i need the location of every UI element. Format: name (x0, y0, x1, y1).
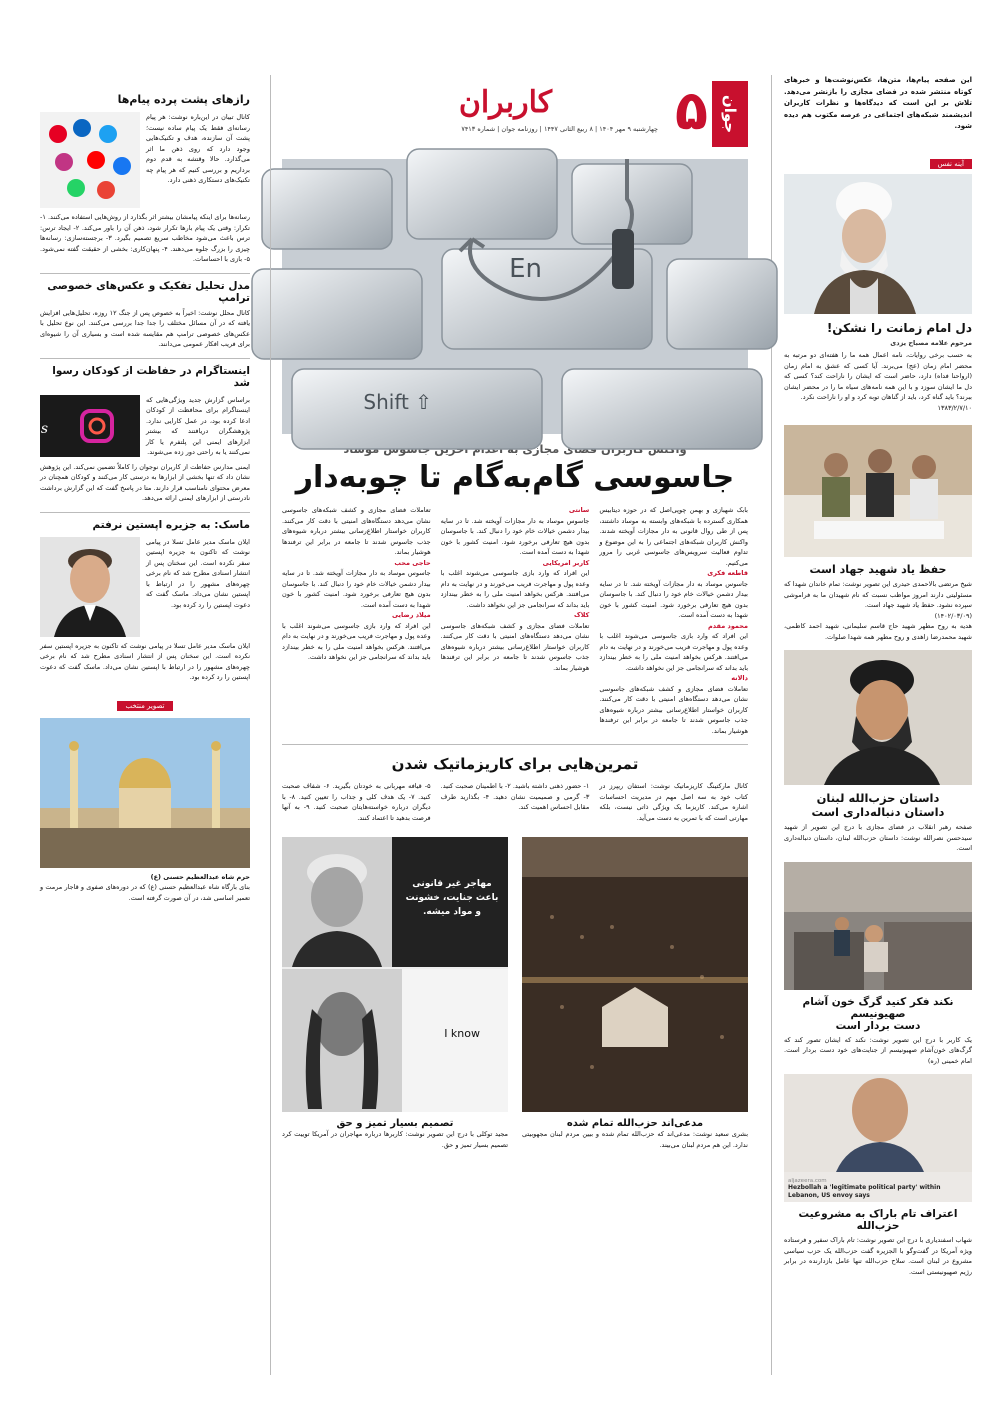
gaza-photo (784, 862, 972, 990)
right-column (784, 75, 972, 1277)
left-body-4: ایلان ماسک مدیر عامل تسلا در پیامی نوشت که تاکنون به جزیره اپستین سفر نکرده است. این سخنان پس از انتشار اسنادی مطرح شد که نام برخی چهره‌های مشهور را در ارتباط با اپستین نشان می‌داد. ماسک گفت که دعوت اپستین را رد کرده بود. (146, 537, 250, 609)
meme-iknow: I know (444, 1027, 480, 1040)
musk-photo (40, 537, 140, 637)
native-chief-portrait-icon (282, 969, 402, 1112)
body-a-2: جاسوس موساد به دار مجازات آویخته شد. تا در سایه بیدار دشمن خیالات خام خود را دنبال کند. با جاسوسان بدون هیچ تعارفی برخورد شود. امنیت کشور با خون شهدا به دست آمده است. (440, 516, 590, 556)
body-a-3: جاسوس موساد به دار مجازات آویخته شد. تا در سایه بیدار دشمن خیالات خام خود را دنبال کند. با جاسوسان بدون هیچ تعارفی برخورد شود. امنیت کشور با خون شهدا به دست آمده است. (281, 569, 431, 609)
shrine-caption-title: حرم شاه عبدالعظیم حسنی (ع) (150, 872, 250, 881)
center-column (282, 75, 748, 1150)
main-article (282, 505, 748, 736)
intro-text: این صفحه پیام‌ها، متن‌ها، عکس‌نوشت‌ها و خبرهای کوتاه منتشر شده در فضای مجازی را بازنشر می‌دهد. تلاش بر این است که دیدگاه‌ها و نظرات کاربران اندیشمند شبکه‌های اجتماعی در عرصه مکتوب هم دیده شود. (784, 76, 972, 130)
gaza-rubble-icon (784, 862, 972, 990)
martyrs-group-icon (784, 425, 972, 557)
quote-title: دل امام زمانت را نشکن! (826, 320, 972, 335)
sub-1: قاطعه فکری (707, 569, 748, 577)
crowd-photo (522, 837, 748, 1112)
trump-portrait-icon (282, 837, 392, 967)
sub-3: محمود مقدم (708, 621, 748, 630)
left-column (26, 75, 251, 903)
main-text: بابک شهبازی و بهمن چوپی‌اصل که در حوزه دیتابیس همکاری گسترده با شبکه‌های وابسته به موساد داشتند، پس از طی روال قانونی به دار مجازات آویخته شدند. واکنش کاربران شبکه‌های اجتماعی را به این موضوع و تداوم فعالیت سرویس‌های جاسوسی غربی را مرور می‌کنیم. (599, 506, 748, 567)
quote-body: به حسب برخی روایات، نامه اعمال همه ما را هفته‌ای دو مرتبه به محضر امام زمان (عج) می‌برند. آیا کسی که عشق به امام زمان (ارواحنا فداه) دارد، حاضر است که ایشان را ناراحت کند؟ کسی که دل ما ایشان سوزد و با این همه نامه‌های سیاه ما را در محضر ایشان ببرند؟ باید گناه کرد، باید از گناهان توبه کرد و او را ناراحت نکرد. (784, 351, 972, 401)
left-title-2: مدل تحلیل تفکیک و عکس‌های خصوصی ترامپ (47, 279, 250, 304)
nasrallah-title-1: داستان حزب‌الله لبنان (816, 791, 940, 805)
hero-image (282, 159, 748, 434)
mesbah-photo (784, 174, 972, 314)
quote-author: مرحوم علامه مصباح یزدی (890, 338, 972, 347)
musk-portrait-icon (40, 537, 140, 637)
body-c-2: تعاملات فضای مجازی و کشف شبکه‌های جاسوسی نشان می‌دهد دستگاه‌های امنیتی با دقت کار می‌کنند. کاربران خواستار اطلاع‌رسانی بیشتر درباره شیوه‌های جذب جاسوس شدند تا جامعه در برابر این ترفندها هوشیار بماند. (440, 621, 590, 672)
gaza-title-1: نکند فکر کنید گرگ خون آشام صهیونیسم (802, 995, 954, 1020)
cleric-portrait-icon (784, 174, 972, 314)
left-body-3: براساس گزارش جدید ویژگی‌هایی که اینستاگرام برای محافظت از کودکان ادعا کرده بود، در عمل کارایی ندارد. پژوهشگران دریافتند که بیشتر ابزارهای ایمنی این پلتفرم یا کار نمی‌کنند یا به راحتی دور زده می‌شوند. (146, 395, 250, 456)
phishing-hook-icon (282, 159, 748, 434)
kicker: مجازی (522, 442, 560, 456)
divider-left (270, 75, 271, 1375)
nasrallah-portrait-icon (784, 650, 972, 785)
barrack-portrait-icon (784, 1074, 972, 1172)
sub-7: کلاک (573, 611, 590, 619)
martyr-title: حفظ یاد شهید جهاد است (809, 563, 947, 576)
gaza-body: یک کاربر با درج این تصویر نوشت: نکند که ایشان تصور کند که گرگ‌های خون‌آشام صهیونیسم از جنایت‌های خود دست بردار است. امام خمینی (ره) (784, 1035, 972, 1065)
tips-a: کانال مارکتینگ کاریزماتیک نوشت: استفان ریپرز در کتاب خود به سه اصل مهم در مدیریت احساسات اشاره می‌کند. کاریزما یک ویژگی ذاتی نیست، بلکه مهارتی است که با تمرین به دست می‌آید. (599, 782, 748, 822)
barrack-source: aljazeera.com (788, 1178, 827, 1184)
left-title-1: رازهای پشت پرده پیام‌ها (117, 93, 250, 106)
body-b-3: این افراد که وارد بازی جاسوسی می‌شوند اغلب با وعده پول و مهاجرت فریب می‌خورند و در نهایت به دام می‌افتند. هرکس بخواهد امنیت ملی را به خطر بیندازد باید بداند که سرانجامی جز این نخواهد داشت. (281, 621, 431, 661)
social-icons-image (40, 112, 140, 208)
barrack-headline-en: Hezbollah a 'legitimate political party' within Lebanon, US envoy says (788, 1184, 941, 1199)
barrack-body: شهاب اسفندیاری با درج این تصویر نوشت: تام باراک سفیر و فرستاده ویژه آمریکا در گفت‌وگو با الجزیره گفت حزب‌الله یک حزب سیاسی مشروع در لبنان است. سلاح حزب‌الله تنها عامل بازدارنده در برابر رژیم صهیونیستی است. (784, 1236, 972, 1276)
left-title-3: اینستاگرام در حفاظت از کودکان رسوا شد (52, 364, 250, 389)
svg-text:⇧ Shift: ⇧ Shift (363, 390, 432, 414)
quote-date: ۱۳۸۳/۲/۷/۱۰ (937, 403, 972, 412)
divider-center (282, 744, 748, 745)
martyr-date: (۱۴۰۲/۰۳/۰۹) (934, 611, 972, 620)
page-number: ۵ (675, 79, 708, 142)
barrack-photo (784, 1074, 972, 1202)
martyr-caption: هدیه به روح مطهر شهید حاج قاسم سلیمانی، شهید احمد کاظمی، شهید محمدرضا زاهدی و روح مطهر همه شهدا صلوات. (784, 622, 972, 641)
left-title-4: ماسک: به جزیره اپستین نرفتم (92, 518, 250, 531)
img1-body: بشری سعید نوشت: مدعی‌اند که حزب‌الله تمام شده و بیین مردم لبنان مجهوبیتی ندارد. این هم مردم لبنان می‌بیند. (522, 1130, 748, 1149)
crowd-aerial-icon (522, 837, 748, 1112)
body-c-3: تعاملات فضای مجازی و کشف شبکه‌های جاسوسی نشان می‌دهد دستگاه‌های امنیتی با دقت کار می‌کنند. کاربران خواستار اطلاع‌رسانی بیشتر درباره شیوه‌های جذب جاسوس شدند تا جامعه در برابر این ترفندها هوشیار بماند. (281, 506, 431, 556)
martyrs-photo (784, 425, 972, 557)
gaza-title-2: دست بردار است (835, 1019, 921, 1032)
body-a: جاسوس موساد به دار مجازات آویخته شد. تا در سایه بیدار دشمن خیالات خام خود را دنبال کند. با جاسوسان بدون هیچ تعارفی برخورد شود. امنیت کشور با خون شهدا به دست آمده است. (599, 579, 748, 619)
svg-text:Ins: Ins (26, 420, 48, 437)
tips-b: ۱- حضور ذهنی داشته باشید. ۲- با اطمینان صحبت کنید. ۳- گرمی و صمیمیت نشان دهید. ۴- بگذارید طرف مقابل احساس اهمیت کند. (440, 782, 590, 811)
sub-4: سانتی (568, 506, 590, 514)
img2-title: تصمیم بسیار تمیز و حق (336, 1118, 454, 1129)
body-c-1: تعاملات فضای مجازی و کشف شبکه‌های جاسوسی نشان می‌دهد دستگاه‌های امنیتی با دقت کار می‌کنند. کاربران خواستار اطلاع‌رسانی بیشتر درباره شیوه‌های جذب جاسوس شدند تا جامعه در برابر این ترفندها هوشیار بماند. (599, 684, 748, 735)
logo: جوان (712, 81, 748, 147)
shrine-photo (40, 718, 250, 868)
left-body-1: کانال تبیان در این‌باره نوشت: هر پیام رسانه‌ای فقط یک پیام ساده نیست؛ پشت آن سازنده، هدف و تکنیک‌هایی وجود دارد که روی ذهن ما اثر می‌گذارد. حالا وقتشه به قدم دوم برداریم و بررسی کنیم که هر پیام چه تکنیک‌های دستکاری ذهنی دارد. (146, 113, 250, 184)
barrack-title: اعتراف تام باراک به مشروعیت حزب‌الله (798, 1208, 958, 1232)
sub-5: حاجی محب (394, 558, 431, 567)
meme-image (282, 837, 508, 1112)
nasrallah-photo (784, 650, 972, 785)
svg-text:En: En (509, 254, 542, 284)
headline: جاسوسی گام‌به‌گام تا چوبه‌دار (295, 460, 735, 495)
masthead (282, 75, 748, 153)
left-body-2: کانال محلل نوشت: اخیراً به خصوص پس از جنگ ۱۲ روزه، تحلیل‌هایی افزایش یافته که در آن مسائل مختلف را جدا جدا بررسی می‌کنند. این نوع تحلیل با عکس‌های خصوصی ترامپ هم مقایسه شده است و بسیاری آن را شیوه‌ای برای فریب افکار عمومی می‌دانند. (40, 308, 250, 348)
left-body-3b: ایمنی مدارس حفاظت از کاربران نوجوان را کاملاً تضمین نمی‌کند. این پژوهش نشان داد که تنها بخشی از ابزارها به درستی کار می‌کنند و کودکان همچنان در معرض محتوای نامناسب قرار دارند. متا در پاسخ گفت که این گزارش برداشت نادرستی از ابزارهای ایمنی ارائه می‌دهد. (40, 462, 250, 502)
dateline: چهارشنبه ۹ مهر ۱۴۰۴ | ۸ ربیع الثانی ۱۴۴۷ | روزنامه جوان | شماره ۷۴۱۳ (461, 125, 658, 133)
bottom-images (282, 837, 748, 1150)
body-b-1: این افراد که وارد بازی جاسوسی می‌شوند اغلب با وعده پول و مهاجرت فریب می‌خورند و در نهایت به دام می‌افتند. هرکس بخواهد امنیت ملی را به خطر بیندازد باید بداند که سرانجامی جز این نخواهد داشت. (599, 632, 748, 672)
section-title: کاربران (458, 85, 552, 120)
social-media-icons-icon (40, 112, 140, 208)
instagram-logo-icon (26, 395, 140, 457)
shrine-dome-icon (40, 718, 250, 868)
tips-article (282, 781, 748, 823)
instagram-image (26, 395, 140, 457)
img1-title: مدعی‌اند حزب‌الله تمام شده (566, 1118, 704, 1129)
sub-8: کاربر امریکایی (542, 558, 590, 567)
martyr-body: شیخ مرتضی بالاحمدی حیدری این تصویر نوشت: تمام خاندان شهدا که مسئولیتی دارند امروز مواظب نسبت که نام شهیدان ما به فراموشی سپرده نشود. حفظ یاد شهید جهاد است. (784, 580, 972, 609)
shrine-caption: بنای بارگاه شاه عبدالعظیم حسنی (ع) که در دوره‌های صفوی و قاجار مرمت و تعمیر اساسی شد، در آن صورت گرفته است. (40, 883, 250, 902)
img2-body: مجید توکلی با درج این تصویر نوشت: کاربرها درباره مهاجران در آمریکا توییت کرد تصمیم بسیار تمیز و حق. (282, 1130, 508, 1149)
left-body-1b: رسانه‌ها برای اینکه پیامشان بیشتر اثر بگذارد از روش‌هایی استفاده می‌کنند. ۱- تکرار: وقتی یک پیام بارها تکرار شود، ذهن آن را باور می‌کند. ۲- ایجاد ترس: ترس باعث می‌شود مخاطب سریع تصمیم بگیرد. ۳- برجسته‌سازی: رسانه‌ها چیزی را بزرگ جلوه می‌دهند. ۴- پنهان‌کاری: بخشی از حقیقت گفته نمی‌شود. ۵- بازی با احساسات. (40, 213, 251, 263)
nasrallah-body: صفحه رهبر انقلاب در فضای مجازی با درج این تصویر از شهید سیدحسن نصرالله نوشت: داستان حزب‌الله لبنان، داستان دنباله‌داری است. (784, 823, 972, 852)
nasrallah-title-2: داستان دنباله‌داری است (811, 805, 945, 819)
mirror-tag: آینه نفس (930, 159, 972, 169)
left-body-4b: ایلان ماسک مدیر عامل تسلا در پیامی نوشت که تاکنون به جزیره اپستین سفر نکرده است. این سخنان پس از انتشار اسنادی مطرح شد که نام برخی چهره‌های مشهور را در ارتباط با اپستین نشان می‌داد. ماسک گفت که دعوت اپستین را رد کرده بود. (40, 641, 250, 681)
sub-2: دالانه (731, 674, 748, 682)
sub-6: میلاد رضایی (391, 611, 431, 619)
tips-c: ۵- قیافه مهربانی به خودتان بگیرید. ۶- شفاف صحبت کنید. ۷- یک هدف کلی و جذاب را تعیین کنید. ۸- با دیگران درباره خواسته‌هایتان صحبت کنید. ۹- به آنها فرصت بدهید تا اعتماد کنند. (281, 782, 431, 822)
featured-image-tag: تصویر منتخب (117, 701, 172, 711)
meme-text: مهاجر غیر قانونی باعث جنایت، خشونت و مواد میشه. (405, 879, 499, 917)
body-b-2: این افراد که وارد بازی جاسوسی می‌شوند اغلب با وعده پول و مهاجرت فریب می‌خورند و در نهایت به دام می‌افتند. هرکس بخواهد امنیت ملی را به خطر بیندازد باید بداند که سرانجامی جز این نخواهد داشت. (440, 569, 590, 609)
tips-title: تمرین‌هایی برای کاریزماتیک شدن (391, 755, 639, 773)
